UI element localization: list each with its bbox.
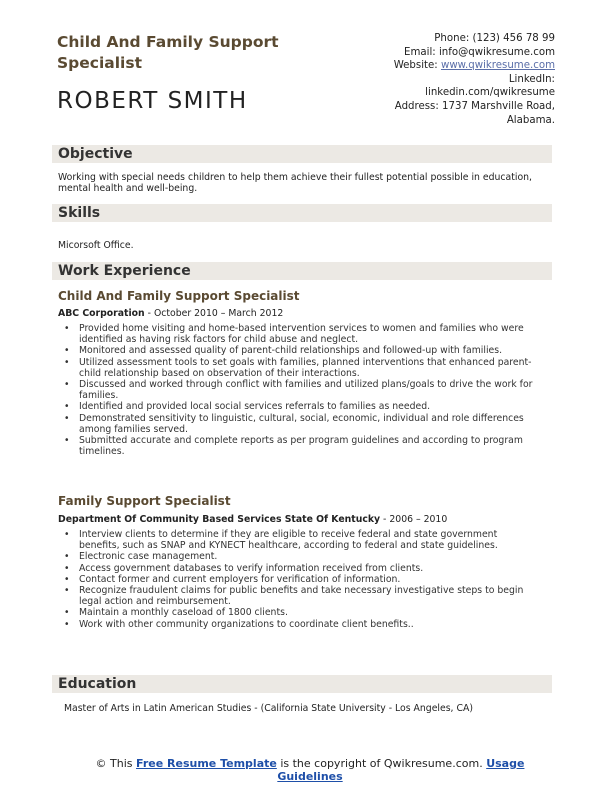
phone: Phone: (123) 456 78 99	[434, 33, 555, 44]
list-item: • Utilized assessment tools to set goals with families, planned interventions that enhanced parent-child relationship based on observation of their interactions.	[64, 357, 534, 379]
job-dates-2: - 2006 – 2010	[380, 514, 448, 525]
website-label: Website:	[393, 60, 438, 72]
copyright-footer	[85, 757, 535, 783]
linkedin-label: LinkedIn:	[508, 73, 555, 85]
job-dates-1: - October 2010 – March 2012	[144, 308, 284, 319]
website	[394, 59, 555, 73]
job-1-duties	[64, 323, 534, 457]
company-name-1: ABC Corporation	[58, 308, 145, 319]
skills-section-bar	[52, 204, 552, 222]
email: Email: info@qwikresume.com	[404, 46, 555, 58]
free-template-link[interactable]: Free Resume Template	[136, 757, 277, 770]
list-item: • Access government databases to verify information received from clients.	[64, 563, 534, 574]
education-section-bar	[52, 675, 552, 693]
list-item: • Submitted accurate and complete reports as per program guidelines and according to program timelines.	[64, 435, 534, 457]
objective-section-bar	[52, 145, 552, 163]
job-title-1: Child And Family Support Specialist	[58, 289, 300, 303]
list-item: • Work with other community organizations to coordinate client benefits..	[64, 619, 534, 630]
candidate-name: ROBERT SMITH	[57, 88, 248, 114]
usage-guidelines-link[interactable]: Usage Guidelines	[277, 757, 525, 783]
linkedin-value: linkedin.com/qwikresume	[425, 87, 555, 99]
job-title: Child And Family Support Specialist	[57, 33, 279, 72]
list-item: • Contact former and current employers for verification of information.	[64, 574, 534, 585]
skills-heading: Skills	[58, 205, 101, 221]
company-1	[58, 308, 283, 319]
address-line1: Address: 1737 Marshville Road,	[394, 100, 555, 112]
skills-text: Micorsoft Office.	[58, 240, 134, 251]
address-line2: Alabama.	[506, 114, 555, 126]
company-name-2: Department Of Community Based Services State Of Kentucky	[58, 514, 381, 525]
list-item: • Identified and provided local social services referrals to families as needed.	[64, 401, 534, 412]
website-link[interactable]: www.qwikresume.com	[440, 60, 555, 72]
list-item: • Interview clients to determine if they are eligible to receive federal and state government benefits, such as SNAP and KYNECT healthcare, according to federal and state guidelines.	[64, 529, 534, 551]
company-2	[58, 514, 447, 525]
contact-block	[394, 32, 555, 127]
list-item: • Discussed and worked through conflict with families and utilized plans/goals to drive the work for families.	[64, 379, 534, 401]
work-section-bar	[52, 262, 552, 280]
work-heading: Work Experience	[58, 263, 191, 279]
list-item: • Recognize fraudulent claims for public benefits and take necessary investigative steps to begin legal action and reimbursement.	[64, 585, 534, 607]
list-item: • Monitored and assessed quality of parent-child relationships and followed-up with families.	[64, 345, 534, 356]
education-text: Master of Arts in Latin American Studies - (California State University - Los Angeles, CA)	[64, 703, 473, 714]
objective-text: Working with special needs children to help them achieve their fullest potential possible in education, mental health and well-being.	[58, 172, 532, 195]
job-2-duties	[64, 529, 534, 630]
objective-heading: Objective	[58, 146, 133, 162]
list-item: • Maintain a monthly caseload of 1800 clients.	[64, 607, 534, 618]
job-title-2: Family Support Specialist	[58, 494, 231, 508]
list-item: • Demonstrated sensitivity to linguistic, cultural, social, economic, individual and role differences among families served.	[64, 413, 534, 435]
list-item: • Electronic case management.	[64, 551, 534, 562]
resume-header	[57, 32, 555, 132]
footer-middle: is the copyright of Qwikresume.com.	[276, 757, 487, 770]
list-item: • Provided home visiting and home-based intervention services to women and families who were identified as having risk factors for child abuse and neglect.	[64, 323, 534, 345]
education-heading: Education	[58, 676, 137, 692]
footer-prefix: © This	[95, 757, 137, 770]
